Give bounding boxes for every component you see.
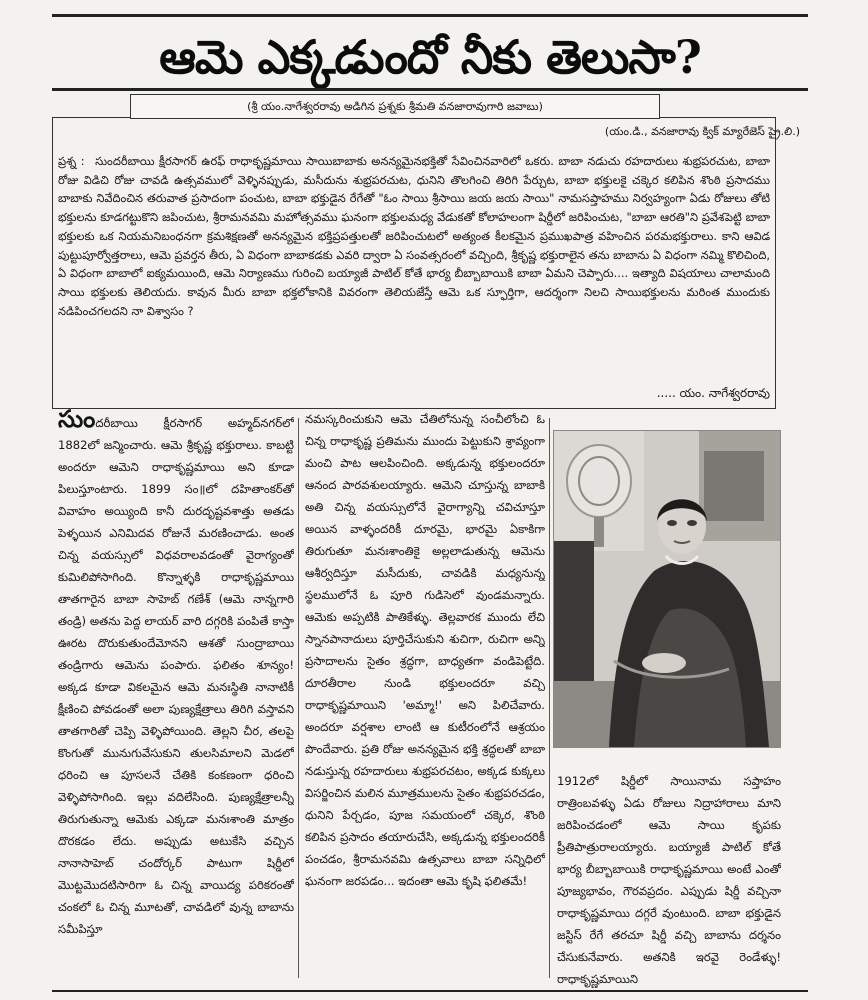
article-title: ఆమె ఎక్కడుందో నీకు తెలుసా? — [159, 30, 701, 84]
question-signature: ..... యం. నాగేశ్వరరావు — [656, 386, 770, 400]
answer-column-1 — [58, 408, 294, 988]
top-rule — [52, 14, 808, 17]
answer-col2-text: నమస్కరించుకుని ఆమె చేతిలోనున్న సంచీలోంచి ఓ చిన్న రాధాకృష్ణ ప్రతిమను ముందు పెట్టుకుని శ్రావ్యంగా మంచి పాట ఆలపించింది. అక్కడున్న భక్తులందరూ ఆనంద పారవశులయ్యారు. ఆమెని చూస్తున్న బాబాకి అతి చిన్న వయస్సులోనే వైరాగ్యాన్ని చవిచూస్తూ అయిన వాళ్ళందరికీ దూరమై, భారమై ఏకాకిగా తిరుగుతూ మనఃశాంతికై అల్లలాడుతున్న ఆమెను ఆశీర్వదిస్తూ మసీదుకు, చావడికి మధ్యనున్న స్థలములోనే ఓ పూరి గుడిసెలో వుండమన్నారు. ఆమెకు అప్పటికి పాతికేళ్ళు. తెల్లవారక ముందు లేచి స్నానపానాదులు పూర్తిచేసుకుని శుచిగా, రుచిగా అన్ని ప్రసాదాలను సైతం శ్రద్ధగా, బాధ్యతగా వండిపెట్టేది. దూరతీరాల నుండి భక్తులందరూ వచ్చి రాధాకృష్ణమాయిని 'అమ్మా!' అని పిలిచేవారు. అందరూ వర్షశాల లాంటి ఆ కుటీరంలోనే ఆశ్రయం పొందేవారు. ప్రతి రోజు అనన్యమైన భక్తి శ్రద్ధలతో బాబా నడుస్తున్న రహదారులు శుభ్రపరచటం, అక్కడ కుక్కలు విసర్జించిన మలిన మూత్రములను సైతం శుభ్రపరచడం, ధునిని పేర్చడం, పూజ సమయంలో చక్కెర, శొంఠి కలిపిన ప్రసాదం తయారుచేసి, అక్కడున్న భక్తులందరికీ పంచడం, శ్రీరామనవమి ఉత్సవాలు బాబా సన్నిధిలో ఘనంగా జరపడం... ఇదంతా ఆమె కృషి ఫలితమే! — [305, 412, 545, 888]
drop-cap: సుం — [58, 408, 96, 433]
byline-line1: (శ్రీ యం.నాగేశ్వరరావు అడిగిన ప్రశ్నకు శ్రీమతి వనజారావుగారి జవాబు) — [247, 100, 543, 113]
column-divider — [549, 418, 550, 978]
answer-col1-text: దరీబాయి క్షీరసాగర్ అహ్మద్‌నగర్‌లో 1882లో జన్మించారు. ఆమె శ్రీకృష్ణ భక్తురాలు. కాబట్టి అందరూ ఆమెని రాధాకృష్ణమాయి అని కూడా పిలుస్తూంటారు. 1899 సం॥లో దహితాంకర్‌తో వివాహం అయ్యింది కానీ దురదృష్టవశాత్తు అతడు పెళ్ళయిన ఎనిమిదవ రోజునే మరణించాడు. అంత చిన్న వయస్సులో విధవరాలవడంతో వైరాగ్యంతో కుమిలిపోసాగింది. కొన్నాళ్ళకి రాధాకృష్ణమాయి తాతగారైన బాబా సాహెబ్ గణేశ్ (ఆమె నాన్నగారి తండ్రి) అతను పెద్ద లాయర్ వారి దగ్గరికి పంపితే కాస్తా ఊరట దొరుకుతుందేమోనని ఆశతో సుంద్రాబాయి తండ్రిగారు ఆమెను పంపారు. ఫలితం శూన్యం! అక్కడ కూడా వికలమైన ఆమె మనఃస్థితి నానాటికీ క్షీణించి పోవడంతో అలా పుణ్యక్షేత్రాలు తిరిగి వస్తావని తాతగారితో చెప్పి వెళ్ళిపోయింది. తెల్లని చీర, తలపై కొంగుతో మునుగువేసుకుని తులసిమాలని మెడలో ధరించి ఆ పూసలనే చేతికి కంకణంగా ధరించి వెళ్ళిపోసాగింది. ఇల్లు వదిలేసింది. పుణ్యక్షేత్రాలన్నీ తిరుగుతున్నా ఆమెకు ఎక్కడా మనఃశాంతి మాత్రం దొరకడం లేదు. అప్పుడు అటుకేసి వచ్చిన నానాసాహెబ్ చందోర్కర్ పాటుగా షిర్డీలో మొట్టమొదటిసారిగా ఓ చిన్న వాయిద్య పరికరంతో చంకలో ఓ చిన్న మూటతో, చావడిలో వున్న బాబాను సమీపిస్తూ — [58, 416, 294, 936]
bottom-rule — [52, 990, 808, 992]
column-divider — [298, 418, 299, 978]
question-label: ప్రశ్న : — [58, 154, 85, 168]
byline-line2: (యం.డి., వనజారావు క్విక్ మ్యారేజెస్ ప్రై.లి.) — [604, 125, 800, 138]
question-body: సుందరీబాయి క్షీరసాగర్ ఉరఫ్ రాధాకృష్ణమాయి సాయిబాబాకు అనన్యమైనభక్తితో సేవించినవారిలో ఒకరు. బాబా నడుచు రహదారులు శుభ్రపరచుట, బాబా రోజు విడిచి రోజు చావడి ఉత్సవములో వెళ్ళినప్పుడు, మసీదును శుభ్రపరచుట, ధునిని తొలగించి తిరిగి పేర్చుట, బాబా భక్తులకై చక్కెర కలిపిన శొంఠి ప్రసాదము బాబాకు నివేదించిన తరువాత ప్రసాదంగా పంచుట, బాబా భక్తుడైన రేగేతో "ఓం సాయి శ్రీసాయి జయ జయ సాయి" నామసప్తాహము నిర్వహ్యంగా ఏడు రోజులు తోటి భక్తులను కూడగట్టుకొని జపించుట, శ్రీరామనవమి మహోత్సవము ఘనంగా భక్తులమధ్య వేడుకతో కోలాహలంగా షిర్డీలో జరిపించుట, "బాబా ఆరతి"ని ప్రవేశపెట్టి బాబా భక్తులకు ఒక నియమనిబంధనగా క్రమశిక్షణతో అనన్యమైన భక్తిప్రపత్తులతో జరిపించుటలో అత్యంత కీలకమైన ప్రముఖపాత్ర వహించిన పరమభక్తురాలు. కాని ఆవిడ పుట్టుపూర్వోత్తరాలు, ఆమె ప్రవర్తన తీరు, ఏ విధంగా బాబాకడకు ఎవరి ద్వారా ఏ సంవత్సరంలో వచ్చింది, శ్రీకృష్ణ భక్తురాలైన తను బాబాను ఏ విధంగా నమ్మి కొలిచింది, ఏ విధంగా బాబాలో ఐక్యమయింది, ఆమె నిర్యాణము గురించి బయ్యాజీ పాటిల్ కోతే భార్య బీబ్బాబాయికి బాబా ఏమని చెప్పారు.... ఇత్యాది విషయాలు చాలామంది సాయి భక్తులకు తెలియదు. కావున మీరు బాబా భక్తలోకానికి వివరంగా తెలియజేస్తే ఆమె ఒక స్ఫూర్తిగా, ఆదర్శంగా నిలచి సాయిభక్తులను మరింత ముందుకు నడిపించగలదని నా విశ్వాసం ? — [58, 154, 770, 318]
question-text — [58, 152, 770, 374]
portrait-photo-art — [554, 431, 780, 747]
portrait-photo — [553, 430, 781, 748]
byline-box — [130, 94, 660, 119]
title-rule — [52, 88, 808, 91]
answer-column-2 — [305, 408, 545, 988]
answer-column-3 — [557, 770, 781, 988]
answer-col3-text: 1912లో షిర్డీలో సాయినామ సప్తాహం రాత్రింబవళ్ళు ఏడు రోజులు నిద్రాహారాలు మాని జరిపించడంలో ఆమె సాయి కృపకు ప్రీతిపాత్రురాలయ్యారు. బయ్యాజీ పాటిల్ కోతే భార్య బీబ్బాబాయికి రాధాకృష్ణమాయి అంటే ఎంతో పూజ్యభావం, గౌరవప్రదం. ఎప్పుడు షిర్డీ వచ్చినా రాధాకృష్ణమాయి దగ్గరే వుంటుంది. బాబా భక్తుడైన జస్టిస్ రేగే తరచూ షిర్డీ వచ్చి బాబాను దర్శనం చేసుకునేవారు. అతనికి ఇరవై రెండేళ్ళు! రాధాకృష్ణమాయిని — [557, 774, 781, 986]
